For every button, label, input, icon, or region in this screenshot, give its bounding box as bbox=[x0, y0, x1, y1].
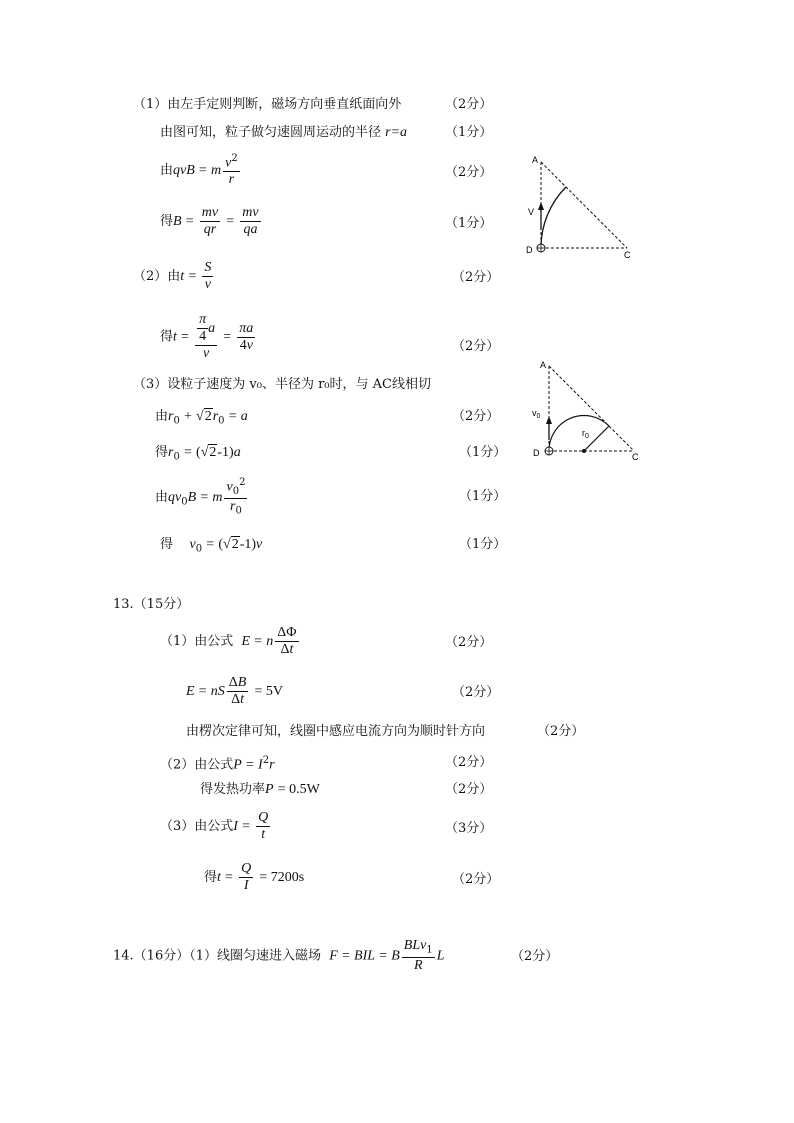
q12-part1-line4: 得B = $\frac{mv}{qr}$ = $\frac{mv}{qa}$ bbox=[160, 205, 259, 237]
q12-part1-line1: （1）由左手定则判断，磁场方向垂直纸面向外 bbox=[133, 97, 402, 112]
fig2-label-r0: $r_0$ bbox=[582, 428, 589, 440]
points: （1分） bbox=[445, 125, 493, 140]
q13-line2: E = nS $\frac{\Delta B}{\Delta t}$ = 5V bbox=[186, 675, 283, 707]
points: （2分） bbox=[445, 165, 493, 180]
q12-part3-line5: 得 $v_0 = (√2-1)v$ bbox=[160, 537, 263, 555]
q13-line7: 得t = $\frac{Q}{I}$ = 7200s bbox=[204, 861, 305, 893]
points: （2分） bbox=[452, 339, 500, 354]
figure-1-triangle bbox=[520, 150, 640, 265]
fig2-label-c: C bbox=[632, 452, 639, 462]
q13-header: 13.（15分） bbox=[113, 597, 190, 612]
q12-part1-line2: 由图可知，粒子做匀速圆周运动的半径 r=a bbox=[160, 125, 408, 140]
q12-part2-line2: 得t = $\frac{\pi}{4}$ a v = $\frac{\pi a}{4v}$ bbox=[160, 312, 254, 361]
q12-part3-line4: 由$qv_0B = m$ $\frac{v_0^2}{r_0}$ bbox=[155, 477, 246, 517]
fig1-label-d: D bbox=[526, 245, 533, 255]
points: （2分） bbox=[445, 97, 493, 112]
figure-2-triangle bbox=[520, 352, 650, 467]
q14-line1: 14.（16分）（1）线圈匀速进入磁场 F = BIL = B $\frac{BLv_1}{R}$ L bbox=[113, 938, 445, 973]
q12-part3-line2: 由$r_0 + √2r_0 = a$ bbox=[155, 409, 248, 427]
q13-line3: 由楞次定律可知，线圈中感应电流方向为顺时针方向 bbox=[186, 724, 486, 739]
q13-line5: 得发热功率P = 0.5W bbox=[200, 782, 320, 797]
points: （2分） bbox=[445, 782, 493, 797]
points: （1分） bbox=[459, 537, 507, 552]
points: （1分） bbox=[459, 489, 507, 504]
fig1-label-a: A bbox=[532, 155, 539, 165]
q13-line6: （3）由公式I = $\frac{Q}{t}$ bbox=[160, 810, 269, 842]
points: （2分） bbox=[452, 685, 500, 700]
points: （2分） bbox=[445, 635, 493, 650]
q12-part1-line3: 由qvB = m $\frac{v^2}{r}$ bbox=[160, 153, 238, 188]
fig1-label-c: C bbox=[624, 250, 631, 260]
q13-line1: （1）由公式 E = n $\frac{\Delta\Phi}{\Delta t}$ bbox=[160, 625, 297, 657]
points: （1分） bbox=[459, 445, 507, 460]
q13-line4: （2）由公式$P = I^2r$ bbox=[160, 755, 275, 773]
points: （2分） bbox=[452, 872, 500, 887]
q12-part2-line1: （2）由t = $\frac{S}{v}$ bbox=[133, 260, 212, 292]
points: （3分） bbox=[445, 821, 493, 836]
q12-part3-line1: （3）设粒子速度为 v₀、半径为 r₀时，与 AC线相切 bbox=[133, 377, 431, 392]
points: （1分） bbox=[445, 216, 493, 231]
points: （2分） bbox=[537, 724, 585, 739]
fig2-label-a: A bbox=[540, 360, 547, 370]
fig2-label-d: D bbox=[533, 448, 540, 458]
fig1-label-v: V bbox=[528, 207, 535, 217]
points: （2分） bbox=[452, 270, 500, 285]
q12-part3-line3: 得$r_0 = (√2-1)a$ bbox=[155, 445, 241, 463]
points: （2分） bbox=[445, 755, 493, 770]
points: （2分） bbox=[511, 949, 559, 964]
points: （2分） bbox=[452, 409, 500, 424]
fig2-label-v0: $v_0$ bbox=[532, 408, 541, 420]
